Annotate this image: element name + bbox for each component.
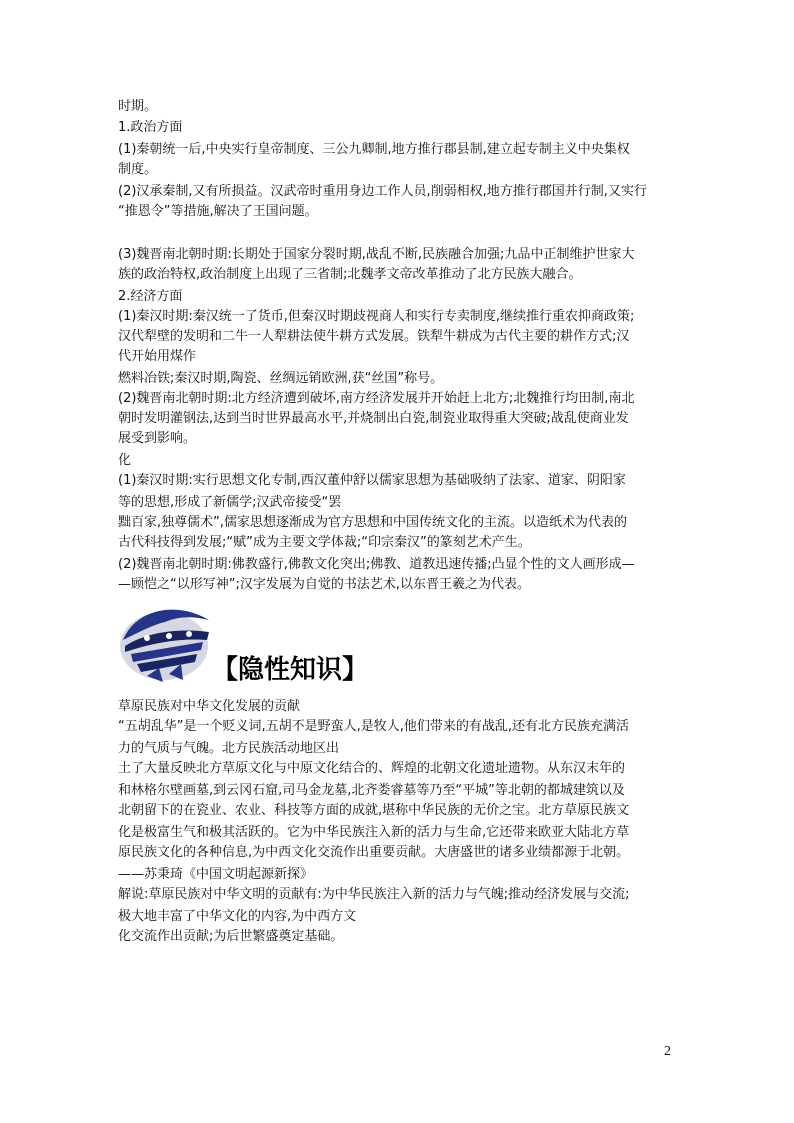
- text-line: 化: [118, 453, 132, 468]
- text-line: “五胡乱华”是一个贬义词,五胡不是野蛮人,是牧人,他们带来的有战乱,还有北方民族充满活: [118, 719, 629, 734]
- text-line: —顾恺之“以形写神”;汉字发展为自觉的书法艺术,以东晋王羲之为代表。: [118, 577, 530, 592]
- text-line: 古代科技得到发展;“赋”成为主要文学体裁;“印宗秦汉”的篆刻艺术产生。: [118, 535, 531, 550]
- text-line: 原民族文化的各种信息,为中西文化交流作出重要贡献。大唐盛世的诸多业绩都源于北朝。: [118, 845, 630, 860]
- text-line: (2)魏晋南北朝时期:佛教盛行,佛教文化突出;佛教、道教迅速传播;凸显个性的文人画形成—: [118, 557, 635, 572]
- text-line: (1)秦汉时期:秦汉统一了货币,但秦汉时期歧视商人和实行专卖制度,继续推行重农抑商政策;: [118, 309, 635, 324]
- text-line: ——苏秉琦《中国文明起源新探》: [118, 867, 314, 882]
- text-line: (2)汉承秦制,又有所损益。汉武帝时重用身边工作人员,削弱相权,地方推行郡国并行制,又实行: [118, 184, 647, 199]
- feather-fan-logo-icon: [117, 602, 212, 684]
- text-line: 制度。: [118, 162, 158, 177]
- page-number: 2: [664, 1044, 671, 1059]
- text-line: 时期。: [118, 99, 158, 114]
- text-line: 力的气质与气魄。北方民族活动地区出: [118, 741, 340, 756]
- text-line: 族的政治特权,政治制度上出现了三省制;北魏孝文帝改革推动了北方民族大融合。: [118, 267, 582, 282]
- text-line: 展受到影响。: [118, 431, 197, 446]
- text-line: (2)魏晋南北朝时期:北方经济遭到破坏,南方经济发展并开始赶上北方;北魏推行均田制,南北: [118, 391, 635, 406]
- text-line: 黜百家,独尊儒术”,儒家思想逐渐成为官方思想和中国传统文化的主流。以造纸术为代表的: [118, 515, 628, 530]
- text-line: 草原民族对中华文化发展的贡献: [118, 699, 301, 714]
- section-banner-title: 【隐性知识】: [212, 655, 369, 685]
- text-line: 代开始用煤作: [118, 349, 197, 364]
- text-line: 和林格尔壁画墓,到云冈石窟,司马金龙墓,北齐娄睿墓等乃至“平城”等北朝的都城建筑以及: [118, 783, 625, 798]
- text-line: “推恩令”等措施,解决了王国问题。: [118, 204, 318, 219]
- text-line: 极大地丰富了中华文化的内容,为中西方文: [118, 909, 357, 924]
- text-line: 燃料冶铁;秦汉时期,陶瓷、丝绸远销欧洲,获“丝国”称号。: [118, 371, 444, 386]
- text-line: 1.政治方面: [118, 120, 183, 135]
- text-line: 土了大量反映北方草原文化与中原文化结合的、辉煌的北朝文化遗址遗物。从东汉末年的: [118, 761, 626, 776]
- text-line: 朝时发明灌钢法,达到当时世界最高水平,并烧制出白瓷,制瓷业取得重大突破;战乱使商业发: [118, 411, 629, 426]
- text-line: 汉代犁壁的发明和二牛一人犁耕法使牛耕方式发展。铁犁牛耕成为古代主要的耕作方式;汉: [118, 329, 630, 344]
- text-line: (1)秦汉时期:实行思想文化专制,西汉董仲舒以儒家思想为基础吸纳了法家、道家、阴阳家: [118, 473, 626, 488]
- text-line: 2.经济方面: [118, 289, 183, 304]
- text-line: (1)秦朝统一后,中央实行皇帝制度、三公九卿制,地方推行郡县制,建立起专制主义中央集权: [118, 142, 630, 157]
- text-line: 北朝留下的在瓷业、农业、科技等方面的成就,堪称中华民族的无价之宝。北方草原民族文: [118, 803, 630, 818]
- text-line: 化交流作出贡献;为后世繁盛奠定基础。: [118, 929, 344, 944]
- text-line: 等的思想,形成了新儒学;汉武帝接受“罢: [118, 495, 342, 510]
- text-line: 解说:草原民族对中华文明的贡献有:为中华民族注入新的活力与气魄;推动经济发展与交流;: [118, 887, 630, 902]
- text-line: (3)魏晋南北朝时期:长期处于国家分裂时期,战乱不断,民族融合加强;九品中正制维护世家大: [118, 247, 635, 262]
- text-line: 化是极富生气和极其活跃的。它为中华民族注入新的活力与生命,它还带来欧亚大陆北方草: [118, 825, 630, 840]
